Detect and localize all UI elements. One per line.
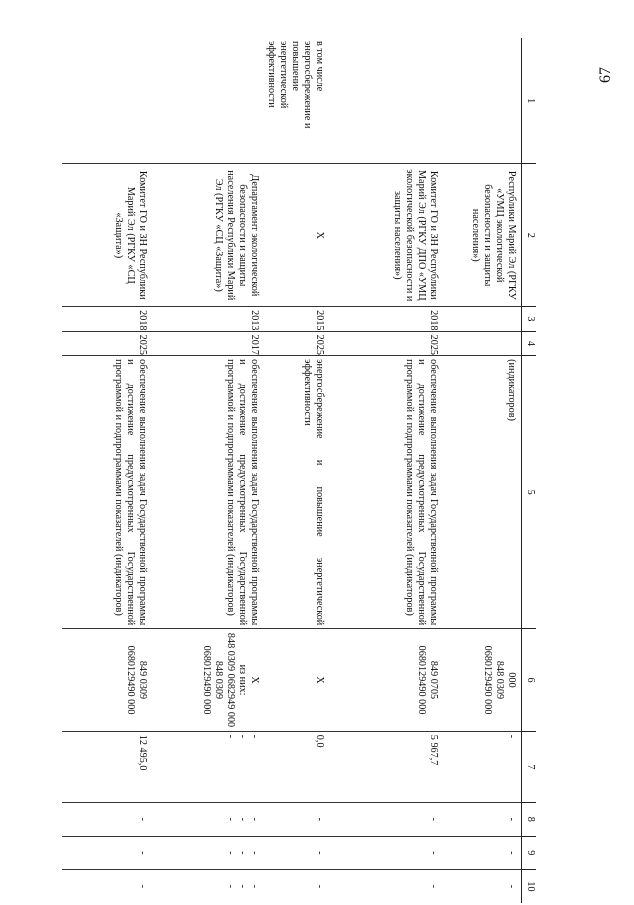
cell-start-year: 2015	[264, 307, 329, 332]
col-header: 5	[522, 356, 537, 629]
cell-col8: -	[62, 803, 152, 836]
cell-event	[152, 38, 264, 164]
cell-start-year: 2013	[152, 307, 264, 332]
table-row	[444, 38, 522, 903]
cell-amount: 12 495,0	[62, 731, 152, 802]
cell-executor: Республики Марий Эл (РГКУ «УМЦ экологической безопасности и защиты населения»)	[444, 164, 522, 307]
table-row	[62, 38, 152, 903]
cell-result: обеспечение выполнения задач Государственной программы и достижение предусмотренных Государственной программой и подпрограммами показателей (индикаторов)	[152, 356, 264, 629]
cell-event	[444, 38, 522, 164]
table-row	[264, 38, 329, 903]
cell-result: (индикаторов)	[444, 356, 522, 629]
col-header: 6	[522, 629, 537, 732]
page-number: 67	[597, 67, 614, 83]
cell-col9: -	[330, 836, 444, 869]
col-header: 1	[522, 38, 537, 164]
cell-end-year: 2025	[264, 331, 329, 356]
cell-start-year: 2018	[62, 307, 152, 332]
cell-code: X из них: 848 0309 0682949 000 848 0309 0680129490 000	[152, 629, 264, 732]
cell-col9: -	[264, 836, 329, 869]
cell-start-year	[444, 307, 522, 332]
cell-end-year	[444, 331, 522, 356]
col-header: 2	[522, 164, 537, 307]
cell-result: энергосбережение и повышение энергетической эффективности	[264, 356, 329, 629]
cell-event	[330, 38, 444, 164]
cell-result: обеспечение выполнения задач Государственной программы и достижение предусмотренных Государственной программой и подпрограммами показателей (индикаторов)	[62, 356, 152, 629]
table-row	[152, 38, 264, 903]
header-row	[522, 38, 537, 903]
cell-code: X	[264, 629, 329, 732]
cell-executor: Департамент экологической безопасности и защиты населения Республики Марий Эл (РГКУ «СЦ «Защита»)	[152, 164, 264, 307]
cell-amount: 0,0	[264, 731, 329, 802]
col-header: 9	[522, 836, 537, 869]
cell-col9: - - -	[152, 836, 264, 869]
col-header: 10	[522, 870, 537, 904]
cell-end-year: 2025	[330, 331, 444, 356]
cell-col9: -	[62, 836, 152, 869]
col-header: 8	[522, 803, 537, 836]
cell-executor: Комитет ГО и ЗН Республики Марий Эл (РГКУ ДПО «УМЦ экологической безопасности и защиты населения»)	[330, 164, 444, 307]
cell-col8: - - -	[152, 803, 264, 836]
cell-start-year: 2018	[330, 307, 444, 332]
cell-code: 849 0705 0680129490 000	[330, 629, 444, 732]
cell-col10: -	[62, 870, 152, 904]
cell-col8: -	[330, 803, 444, 836]
cell-end-year: 2025	[62, 331, 152, 356]
cell-event: в том числе энергосбережение и повышение энергетической эффективности	[266, 41, 326, 129]
cell-col8: -	[444, 803, 522, 836]
cell-code: 000 848 0309 0680129490 000	[444, 629, 522, 732]
rotated-table-container	[91, 38, 536, 903]
cell-result: обеспечение выполнения задач Государственной программы и достижение предусмотренных Государственной программой и подпрограммами показателей (индикаторов)	[330, 356, 444, 629]
cell-col10: - - -	[152, 870, 264, 904]
cell-col9: -	[444, 836, 522, 869]
cell-executor: X	[264, 164, 329, 307]
cell-event	[62, 38, 152, 164]
cell-executor: Комитет ГО и ЗН Республики Марий Эл (РГКУ «СЦ «Защита»)	[62, 164, 152, 307]
col-header: 4	[522, 331, 537, 356]
col-header: 7	[522, 731, 537, 802]
cell-col10: -	[444, 870, 522, 904]
cell-col10: -	[330, 870, 444, 904]
cell-col10: -	[264, 870, 329, 904]
cell-col8: -	[264, 803, 329, 836]
table-row	[330, 38, 444, 903]
cell-amount: 5 967,7	[330, 731, 444, 802]
cell-amount: - - -	[152, 731, 264, 802]
cell-end-year: 2017	[152, 331, 264, 356]
col-header: 3	[522, 307, 537, 332]
cell-code: 849 0309 0680129490 000	[62, 629, 152, 732]
data-table	[62, 38, 536, 903]
cell-amount: -	[444, 731, 522, 802]
